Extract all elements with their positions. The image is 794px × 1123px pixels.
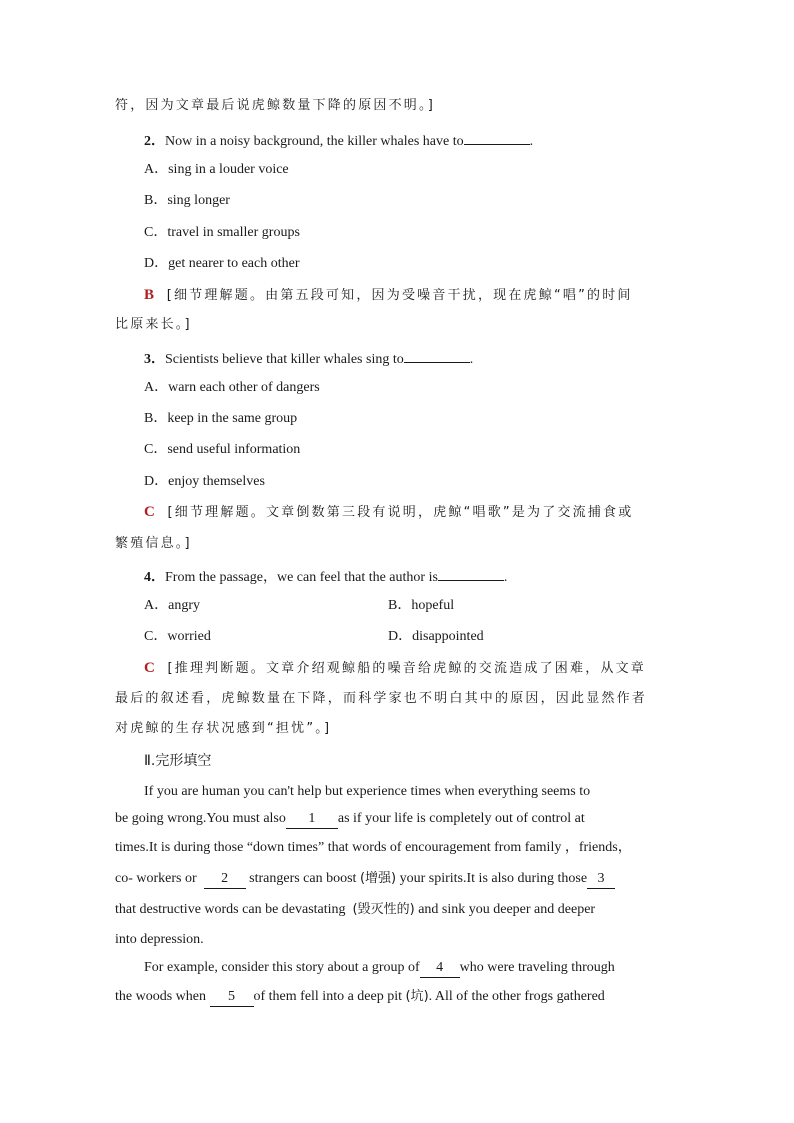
question-period: .	[469, 352, 474, 367]
passage-gloss: (增强)	[359, 871, 397, 886]
passage-line: times.It is during those “down times” that words of encouragement from family ，friends，	[115, 840, 632, 855]
q2-explanation	[144, 286, 633, 305]
answer-blank	[404, 348, 470, 363]
answer-key: C	[144, 660, 155, 676]
passage-text: strangers can boost	[249, 871, 357, 886]
explanation-text: [推理判断题。文章介绍观鲸船的噪音给虎鲸的交流造成了困难，从文章	[167, 661, 646, 676]
answer-key: B	[144, 287, 155, 303]
passage-text: your spirits.It is also during those	[399, 871, 588, 886]
option-a: A．sing in a louder voice	[144, 162, 289, 177]
section-title: Ⅱ.完形填空	[144, 753, 212, 769]
question-number: 4．	[144, 570, 165, 585]
passage-text: . All of the other frogs gathered	[428, 989, 605, 1004]
question-stem: Now in a noisy background, the killer whales have to	[165, 134, 464, 149]
option-c: C．worried	[144, 629, 211, 644]
explanation-text: [细节理解题。文章倒数第三段有说明，虎鲸“唱歌”是为了交流捕食或	[167, 505, 634, 520]
question-2	[144, 130, 533, 151]
option-a: A．warn each other of dangers	[144, 380, 320, 395]
cloze-blank-4: 4	[420, 959, 460, 978]
q4-explanation	[144, 659, 646, 678]
cloze-blank-1: 1	[286, 810, 338, 829]
passage-line	[115, 901, 595, 919]
passage-text: be going wrong.You must also	[115, 811, 286, 826]
passage-text: and sink you deeper and deeper	[418, 902, 596, 917]
passage-text: who were traveling through	[459, 960, 615, 975]
option-c: C．send useful information	[144, 442, 301, 457]
question-3	[144, 348, 473, 369]
answer-key: C	[144, 504, 155, 520]
option-d: D．disappointed	[388, 629, 484, 644]
question-stem: Scientists believe that killer whales sing to	[165, 352, 404, 367]
q2-explanation-cont: 比原来长。]	[115, 317, 192, 332]
option-b: B．hopeful	[388, 598, 455, 613]
explanation-text: [细节理解题。由第五段可知，因为受噪音干扰，现在虎鲸“唱”的时间	[166, 288, 633, 303]
passage-line: into depression.	[115, 932, 204, 947]
option-d: D．get nearer to each other	[144, 256, 300, 271]
question-period: .	[529, 134, 534, 149]
passage-line	[115, 870, 615, 889]
passage-gloss: (坑)	[405, 989, 429, 1004]
passage-line	[144, 959, 615, 978]
option-c: C．travel in smaller groups	[144, 225, 300, 240]
q3-explanation	[144, 503, 633, 522]
q4-explanation-cont: 最后的叙述看，虎鲸数量在下降，而科学家也不明白其中的原因，因此显然作者	[115, 691, 648, 706]
passage-text: the woods when	[115, 989, 206, 1004]
question-4	[144, 566, 507, 587]
passage-text: that destructive words can be devastating	[115, 902, 346, 917]
option-b: B．sing longer	[144, 193, 230, 208]
answer-blank	[438, 566, 504, 581]
q4-explanation-cont: 对虎鲸的生存状况感到“担忧”。]	[115, 721, 332, 736]
q3-explanation-cont: 繁殖信息。]	[115, 536, 192, 551]
question-number: 3．	[144, 352, 165, 367]
cloze-blank-3: 3	[587, 870, 615, 889]
option-b: B．keep in the same group	[144, 411, 298, 426]
passage-text: co- workers or	[115, 871, 197, 886]
question-period: .	[503, 570, 508, 585]
passage-line	[115, 810, 585, 829]
cloze-blank-5: 5	[210, 988, 254, 1007]
cloze-blank-2: 2	[204, 870, 246, 889]
passage-gloss: (毁灭性的)	[352, 902, 415, 917]
question-stem: From the passage，we can feel that the author is	[165, 570, 438, 585]
passage-line: If you are human you can't help but experience times when everything seems to	[144, 784, 591, 799]
passage-text: as if your life is completely out of control at	[337, 811, 585, 826]
option-d: D．enjoy themselves	[144, 474, 265, 489]
option-a: A．angry	[144, 598, 200, 613]
passage-text: For example, consider this story about a group of	[144, 960, 420, 975]
passage-text: of them fell into a deep pit	[253, 989, 403, 1004]
question-number: 2．	[144, 134, 165, 149]
q1-explanation-tail: 符，因为文章最后说虎鲸数量下降的原因不明。]	[115, 98, 435, 113]
passage-line	[115, 988, 605, 1007]
answer-blank	[464, 130, 530, 145]
